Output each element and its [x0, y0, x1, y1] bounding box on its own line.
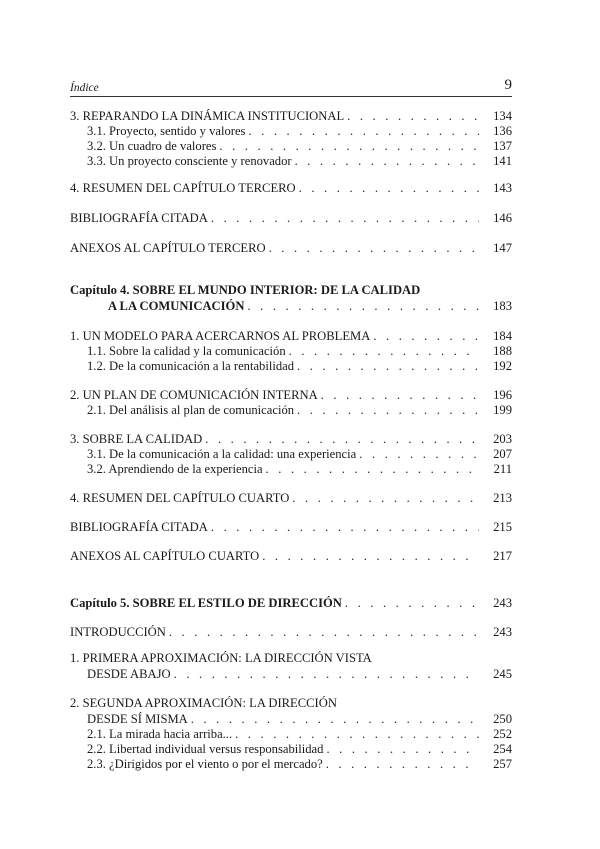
toc-entry-title: 3.1. Proyecto, sentido y valores [87, 124, 246, 138]
toc-entry-title: BIBLIOGRAFÍA CITADA [70, 211, 208, 225]
toc-entry [70, 741, 512, 757]
toc-entry [70, 240, 512, 256]
dot-leader [373, 328, 479, 344]
toc-entry [70, 343, 512, 359]
toc-entry [70, 651, 512, 682]
toc-entry [70, 696, 512, 727]
dot-leader [359, 446, 479, 462]
toc-entry-title-line1: Capítulo 4. SOBRE EL MUNDO INTERIOR: DE LA CALIDAD [70, 283, 421, 297]
page-number: 9 [504, 77, 512, 93]
dot-leader [262, 548, 479, 564]
toc-entry [70, 756, 512, 772]
toc-entry [70, 328, 512, 344]
toc-entry-title-line1: 2. SEGUNDA APROXIMACIÓN: LA DIRECCIÓN [70, 696, 337, 710]
toc-entry-page: 211 [493, 462, 512, 476]
toc-entry-page: 245 [493, 667, 512, 681]
toc-entry-title: 3. SOBRE LA CALIDAD [70, 432, 203, 446]
toc-entry-page: 196 [493, 388, 512, 402]
toc-entry-title: INTRODUCCIÓN [70, 625, 166, 639]
dot-leader [248, 123, 479, 139]
toc-entry-title: 2.2. Libertad individual versus responsabilidad [87, 742, 324, 756]
dot-leader [347, 108, 479, 124]
toc-entry-page: 257 [493, 757, 512, 771]
toc-entry [70, 624, 512, 640]
section-title: Índice [70, 82, 99, 94]
toc-entry-page: 146 [493, 211, 512, 225]
toc-entry-title: 1.2. De la comunicación a la rentabilidad [87, 359, 295, 373]
toc-entry [70, 461, 512, 477]
toc-entry [70, 548, 512, 564]
toc-entry [70, 358, 512, 374]
toc-entry-page: 143 [493, 181, 512, 195]
toc-entry [70, 123, 512, 139]
toc-entry-title: 4. RESUMEN DEL CAPÍTULO TERCERO [70, 181, 296, 195]
dot-leader [299, 180, 479, 196]
toc-entry-title: 1.1. Sobre la calidad y la comunicación [87, 344, 286, 358]
toc-entry [70, 153, 512, 169]
dot-leader [266, 461, 479, 477]
toc-entry-title: 3.3. Un proyecto consciente y renovador [87, 154, 292, 168]
dot-leader [205, 431, 479, 447]
dot-leader [292, 490, 479, 506]
toc-entry-page: 134 [493, 109, 512, 123]
dot-leader [289, 343, 479, 359]
toc-entry-page: 203 [493, 432, 512, 446]
toc-entry-page: 217 [493, 549, 512, 563]
dot-leader [247, 298, 479, 314]
toc-entry-title: 4. RESUMEN DEL CAPÍTULO CUARTO [70, 491, 290, 505]
toc-entry-page: 243 [493, 625, 512, 639]
dot-leader [211, 210, 479, 226]
dot-leader [191, 711, 479, 727]
dot-leader [297, 358, 479, 374]
toc-entry-page: 136 [493, 124, 512, 138]
toc-entry [70, 283, 512, 314]
toc-entry-page: 215 [493, 520, 512, 534]
toc-entry-title: ANEXOS AL CAPÍTULO CUARTO [70, 549, 260, 563]
toc-entry-title: Capítulo 5. SOBRE EL ESTILO DE DIRECCIÓN [70, 596, 342, 610]
toc-entry [70, 108, 512, 124]
dot-leader [345, 595, 479, 611]
toc-entry-title: 3.2. Aprendiendo de la experiencia [87, 462, 263, 476]
toc-entry [70, 490, 512, 506]
dot-leader [219, 138, 479, 154]
toc-entry-page: 199 [493, 403, 512, 417]
toc-entry-page: 147 [493, 241, 512, 255]
toc-entry-page: 254 [493, 742, 512, 756]
dot-leader [174, 666, 479, 682]
toc-entry-page: 141 [493, 154, 512, 168]
header-rule [70, 96, 512, 97]
dot-leader [211, 519, 479, 535]
dot-leader [326, 756, 479, 772]
toc-entry-page: 213 [493, 491, 512, 505]
toc-entry-title: 1. UN MODELO PARA ACERCARNOS AL PROBLEMA [70, 329, 371, 343]
toc-entry-title: 2.1. La mirada hacia arriba... [87, 727, 233, 741]
dot-leader [297, 402, 479, 418]
toc-entry-page: 252 [493, 727, 512, 741]
toc-entry [70, 446, 512, 462]
toc-entry-title: 3.1. De la comunicación a la calidad: una experiencia [87, 447, 357, 461]
toc-entry-title: ANEXOS AL CAPÍTULO TERCERO [70, 241, 266, 255]
toc-entry-title: A LA COMUNICACIÓN [108, 299, 245, 313]
toc-entry-title: 2.1. Del análisis al plan de comunicación [87, 403, 295, 417]
dot-leader [169, 624, 479, 640]
toc-entry-title: 2. UN PLAN DE COMUNICACIÓN INTERNA [70, 388, 318, 402]
toc-entry-title: DESDE ABAJO [87, 667, 171, 681]
toc-entry-title: 3. REPARANDO LA DINÁMICA INSTITUCIONAL [70, 109, 345, 123]
dot-leader [235, 726, 479, 742]
toc-entry [70, 595, 512, 611]
toc-entry-title: BIBLIOGRAFÍA CITADA [70, 520, 208, 534]
dot-leader [269, 240, 479, 256]
toc-entry-page: 184 [493, 329, 512, 343]
toc-entry-title-line1: 1. PRIMERA APROXIMACIÓN: LA DIRECCIÓN VISTA [70, 651, 372, 665]
toc-entry [70, 402, 512, 418]
dot-leader [295, 153, 479, 169]
toc-entry-page: 192 [493, 359, 512, 373]
toc-entry [70, 387, 512, 403]
toc-entry [70, 726, 512, 742]
toc-entry-page: 243 [493, 596, 512, 610]
toc-entry-page: 188 [493, 344, 512, 358]
running-header [70, 74, 512, 94]
toc-entry-page: 183 [493, 299, 512, 313]
dot-leader [321, 387, 479, 403]
toc-entry-title: DESDE SÍ MISMA [87, 712, 188, 726]
toc-entry [70, 138, 512, 154]
toc-entry [70, 431, 512, 447]
toc-entry-page: 137 [493, 139, 512, 153]
toc-entry [70, 210, 512, 226]
toc-entry [70, 519, 512, 535]
toc-entry-title: 2.3. ¿Dirigidos por el viento o por el mercado? [87, 757, 323, 771]
toc-entry-page: 207 [493, 447, 512, 461]
toc-entry-title: 3.2. Un cuadro de valores [87, 139, 217, 153]
toc-entry-page: 250 [493, 712, 512, 726]
dot-leader [326, 741, 479, 757]
toc-entry [70, 180, 512, 196]
